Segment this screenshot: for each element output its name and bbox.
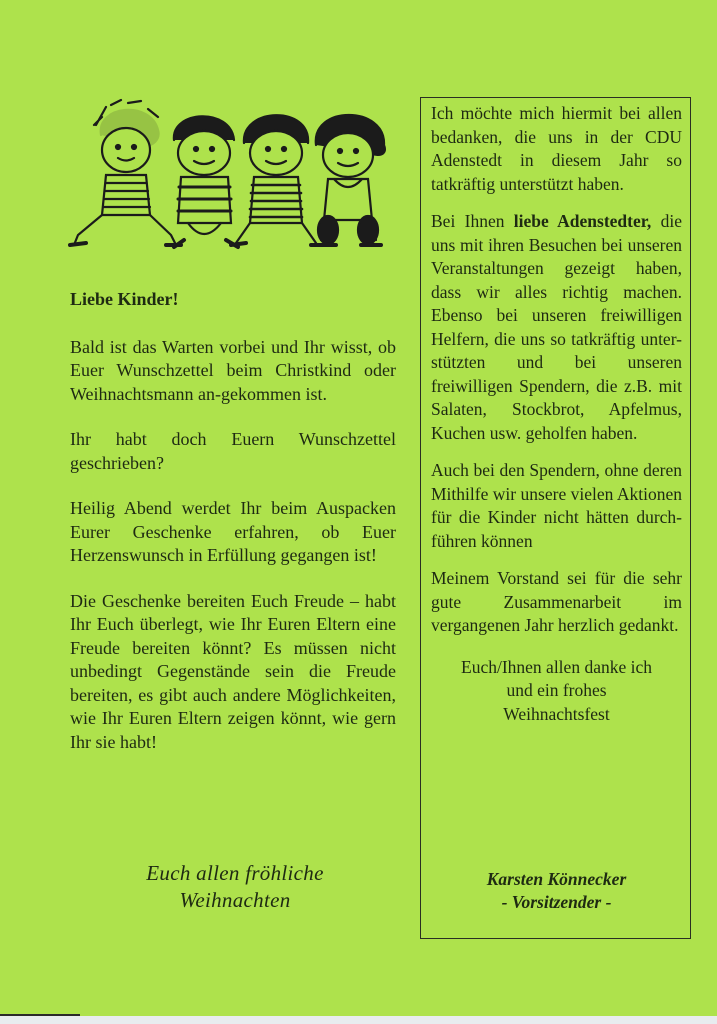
letter-to-children: [70, 288, 396, 776]
signature-name: Karsten Könnecker: [486, 869, 627, 889]
thanks-line-1: Euch/Ihnen allen danke ich: [461, 656, 652, 677]
thank-you-text: [431, 102, 682, 740]
box-paragraph-3: Auch bei den Spendern, ohne deren Mithilfe wir unsere vielen Aktionen für die Kinder nicht hätten durch-führen können: [431, 460, 682, 551]
paragraph-4: Die Geschenke bereiten Euch Freude – habt Ihr Euch überlegt, wie Ihr Euren Eltern eine Freude bereiten könnt? Es müssen nicht unbedingt Gegenstände sein die Freude bereiten, es gibt auch andere Möglichkeiten, wie Ihr Euren Eltern zeigen könnt, wie gern Ihr sie habt!: [70, 590, 396, 752]
christmas-wish-line-2: Weihnachten: [179, 888, 291, 912]
box-paragraph-2: [431, 210, 682, 445]
paragraph-2: Ihr habt doch Euern Wunschzettel geschrieben?: [70, 429, 396, 473]
signature-role: - Vorsitzender -: [501, 892, 612, 912]
thanks-line-3: Weihnachtsfest: [503, 703, 610, 724]
box-p2-bold: liebe Adenstedter,: [513, 211, 652, 231]
child-3: [231, 115, 326, 245]
christmas-wish: [90, 860, 380, 914]
child-1: [70, 100, 181, 245]
box-p2-post: die uns mit ihren Besuchen bei unseren Veranstaltungen gezeigt haben, dass wir alles richtig machen. Ebenso bei unseren freiwilligen Helfern, die uns so tatkräftig unter-stützten und bei unseren freiwilligen Spendern, die z.B. mit Salaten, Stockbrot, Apfelmus, Kuchen usw. geholfen haben.: [431, 211, 682, 443]
scan-bottom-strip: [0, 1016, 717, 1024]
child-2: [174, 116, 238, 247]
paragraph-3: Heilig Abend werdet Ihr beim Auspacken Eurer Geschenke erfahren, ob Euer Herzenswunsch in Erfüllung gegangen ist!: [70, 498, 396, 565]
paragraph-1: Bald ist das Warten vorbei und Ihr wisst, ob Euer Wunschzettel beim Christkind oder Weihnachtsmann an-gekommen ist.: [70, 336, 396, 404]
child-4: [316, 115, 385, 245]
greeting: Liebe Kinder!: [70, 289, 179, 309]
children-illustration: [66, 95, 406, 270]
signature: [421, 868, 692, 914]
thank-you-box: [420, 97, 691, 939]
box-p2-pre: Bei Ihnen: [431, 211, 514, 231]
christmas-wish-line-1: Euch allen fröhliche: [146, 861, 324, 885]
box-paragraph-1: Ich möchte mich hiermit bei allen bedanken, die uns in der CDU Adenstedt in diesem Jahr so tatkräftig unterstützt haben.: [431, 103, 682, 194]
thanks-block: [431, 656, 682, 727]
thanks-line-2: und ein frohes: [506, 680, 607, 700]
box-paragraph-4: Meinem Vorstand sei für die sehr gute Zusammenarbeit im vergangenen Jahr herzlich gedankt.: [431, 568, 682, 635]
